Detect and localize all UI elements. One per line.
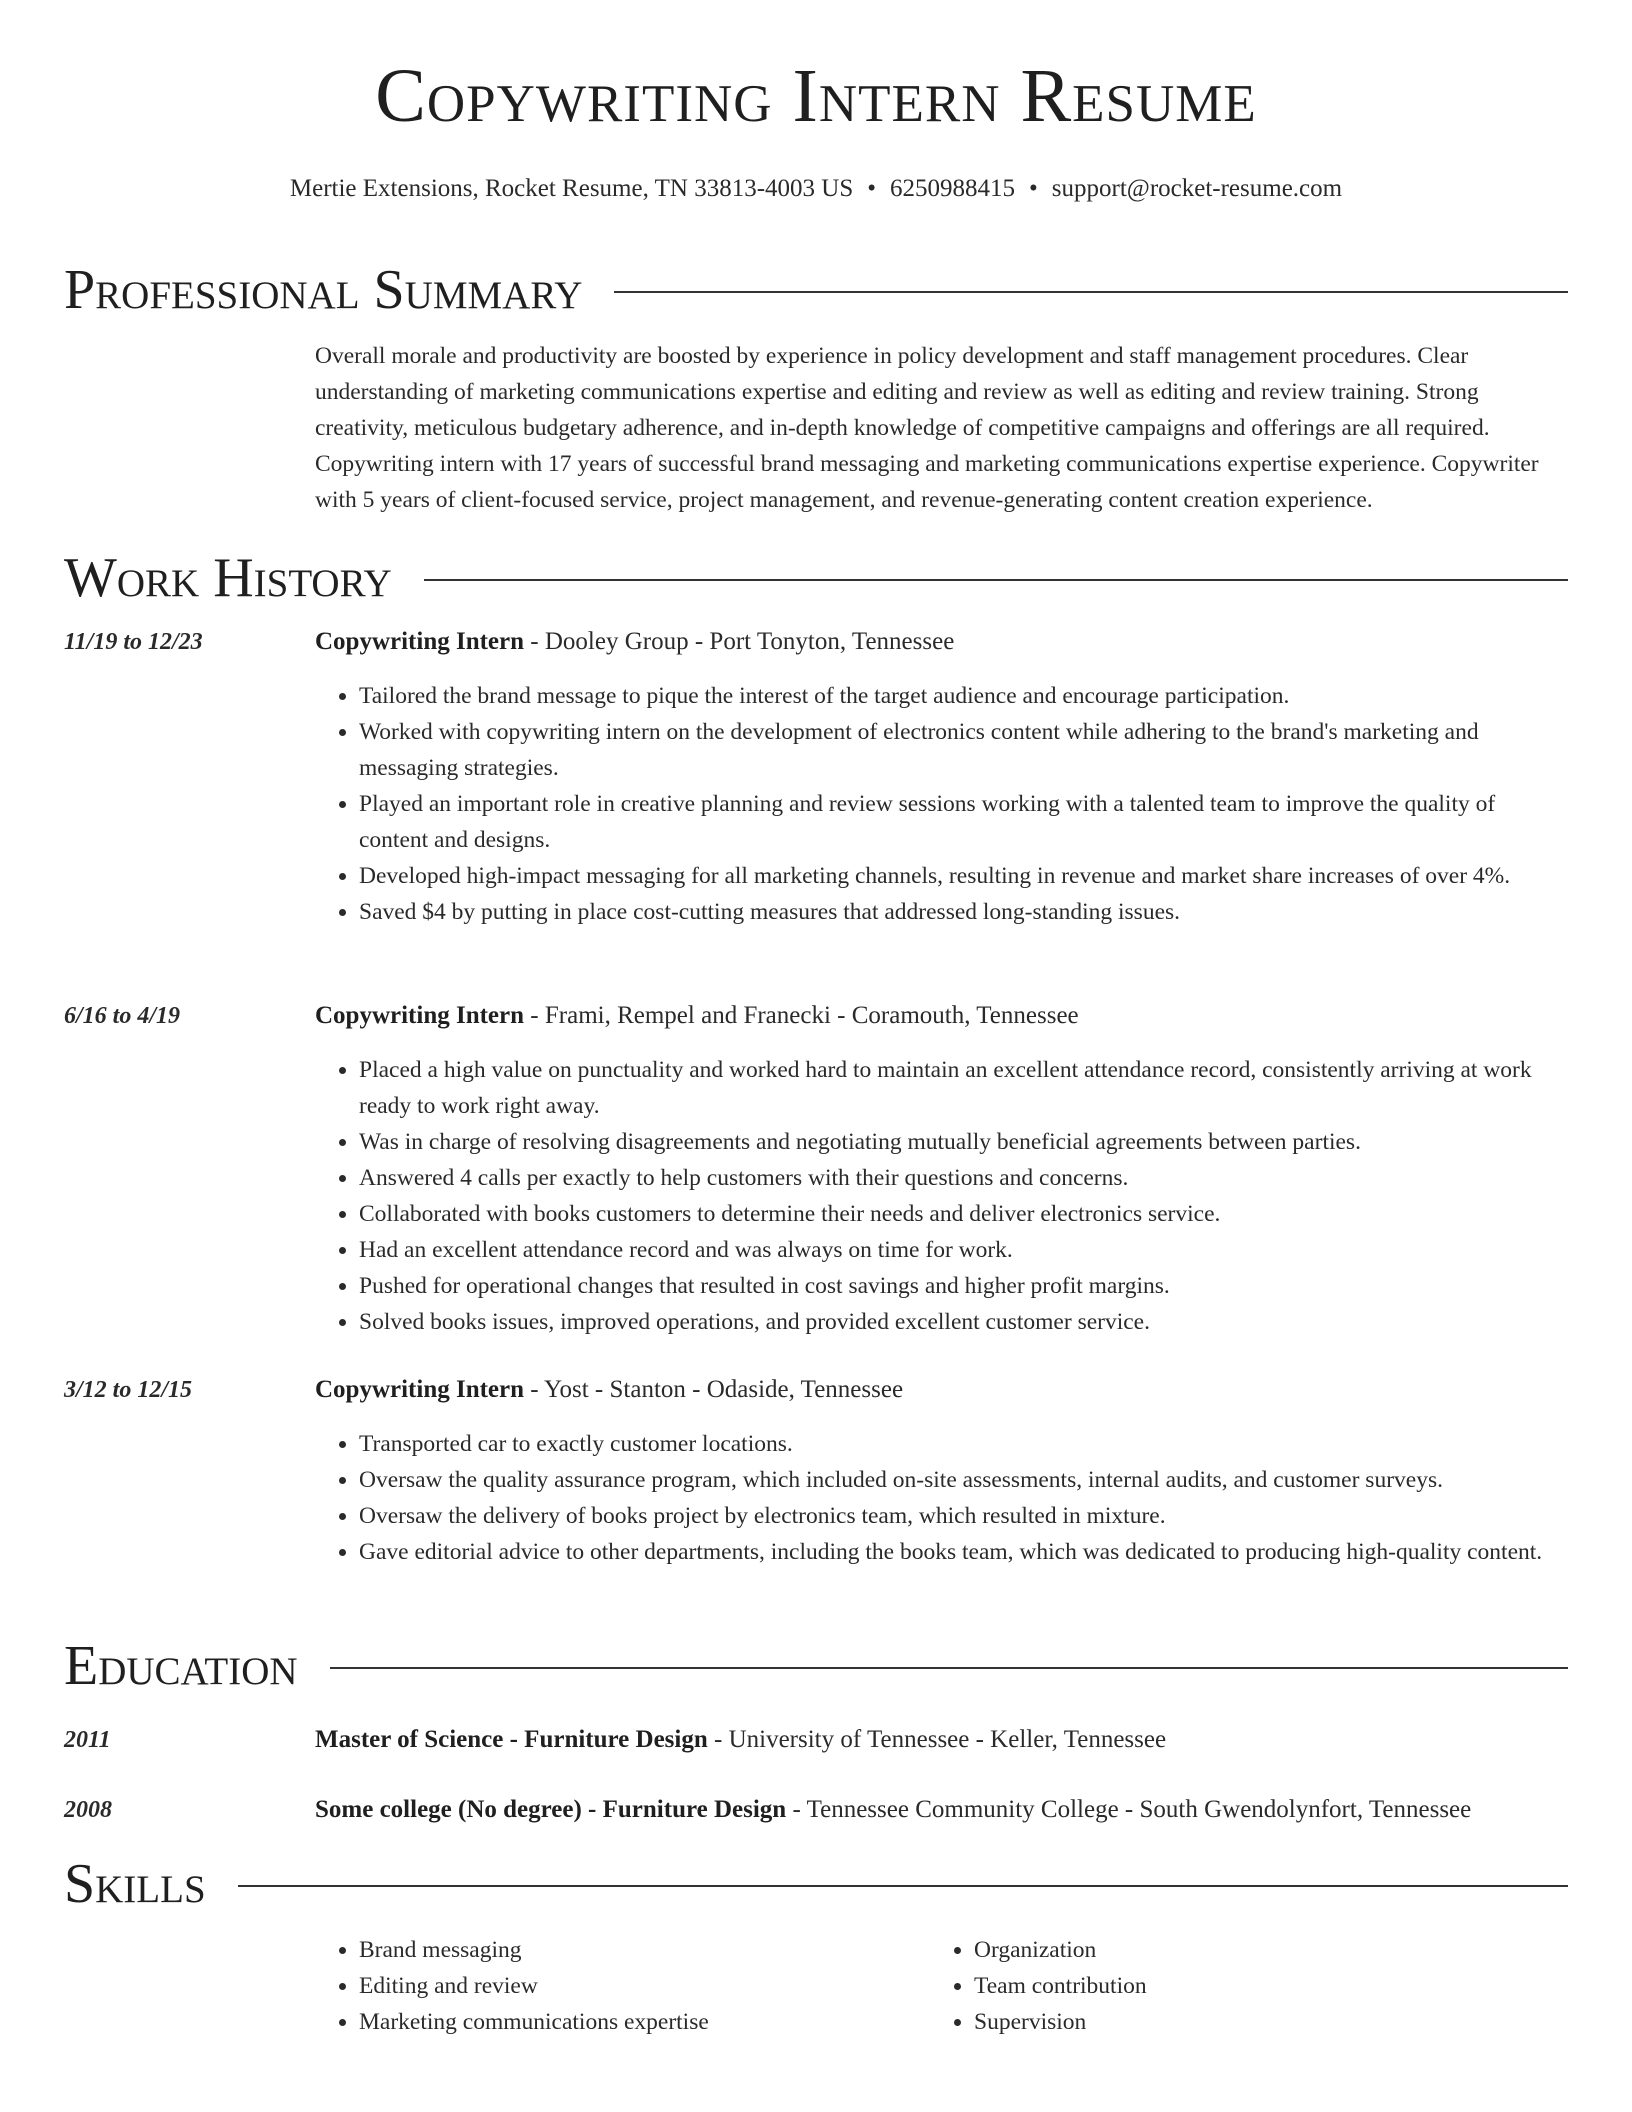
education-degree: Master of Science - Furniture Design: [315, 1726, 708, 1753]
section-heading-skills: [64, 1853, 1568, 1915]
skills-list-right: [930, 1932, 1147, 2040]
job-bullets: [315, 678, 1568, 930]
contact-separator: •: [867, 175, 877, 202]
job-bullets: [315, 1426, 1568, 1570]
job-title-line: [315, 998, 1079, 1034]
list-item: • Solved books issues, improved operations, and provided excellent customer service.: [359, 1304, 1568, 1340]
job-bullets: [315, 1052, 1568, 1340]
education-degree: Some college (No degree) - Furniture Design: [315, 1796, 787, 1823]
list-item: • Played an important role in creative planning and review sessions working with a talented team to improve the quality of content and designs.: [359, 786, 1568, 858]
list-item: • Developed high-impact messaging for all marketing channels, resulting in revenue and market share increases of over 4%.: [359, 858, 1568, 894]
skill-item: • Brand messaging: [359, 1932, 709, 1968]
section-heading-work-history: [64, 547, 1568, 609]
list-item: • Oversaw the delivery of books project by electronics team, which resulted in mixture.: [359, 1498, 1568, 1534]
list-item: • Transported car to exactly customer locations.: [359, 1426, 1568, 1462]
contact-line: [64, 176, 1568, 201]
contact-email: support@rocket-resume.com: [1051, 175, 1343, 202]
job-title-line: [315, 624, 954, 660]
list-item: • Worked with copywriting intern on the development of electronics content while adhering to the brand's marketing and messaging strategies.: [359, 714, 1568, 786]
education-line: [315, 1722, 1166, 1758]
section-title: Education: [64, 1635, 298, 1697]
list-item: • Oversaw the quality assurance program, which included on-site assessments, internal audits, and customer surveys.: [359, 1462, 1568, 1498]
list-item: • Tailored the brand message to pique the interest of the target audience and encourage participation.: [359, 678, 1568, 714]
skill-item: • Team contribution: [974, 1968, 1147, 2004]
summary-text: Overall morale and productivity are boosted by experience in policy development and staff management procedures. Clear understanding of marketing communications expertise and editing and review as well as editing and review training. Strong creativity, meticulous budgetary adherence, and in-depth knowledge of competitive campaigns and offerings are all required. Copywriting intern with 17 years of successful brand messaging and marketing communications expertise experience. Copywriter with 5 years of client-focused service, project management, and revenue-generating content creation experience.: [315, 343, 1539, 513]
contact-separator: •: [1029, 175, 1038, 202]
section-divider: [424, 579, 1568, 581]
list-item: • Placed a high value on punctuality and worked hard to maintain an excellent attendance record, consistently arriving at work ready to work right away.: [359, 1052, 1568, 1124]
job-title: Copywriting Intern: [315, 628, 525, 655]
job-details: - Dooley Group - Port Tonyton, Tennessee: [524, 628, 955, 655]
job-title: Copywriting Intern: [315, 1376, 525, 1403]
education-details: - University of Tennessee - Keller, Tennessee: [707, 1726, 1167, 1753]
contact-address: Mertie Extensions, Rocket Resume, TN 33813-4003 US: [289, 175, 854, 202]
education-year: 2011: [64, 1727, 111, 1753]
skill-item: • Marketing communications expertise: [359, 2004, 709, 2040]
list-item: • Gave editorial advice to other departments, including the books team, which was dedicated to producing high-quality content.: [359, 1534, 1568, 1570]
list-item: • Saved $4 by putting in place cost-cutting measures that addressed long-standing issues.: [359, 894, 1568, 930]
section-heading-summary: [64, 259, 1568, 321]
job-title: Copywriting Intern: [315, 1002, 525, 1029]
job-details: - Frami, Rempel and Franecki - Coramouth, Tennessee: [524, 1002, 1079, 1029]
resume-title: Copywriting Intern Resume: [375, 54, 1257, 138]
education-details: - Tennessee Community College - South Gwendolynfort, Tennessee: [786, 1796, 1472, 1823]
job-dates: 3/12 to 12/15: [64, 1377, 193, 1403]
job-dates: 6/16 to 4/19: [64, 1003, 181, 1029]
skill-item: • Supervision: [974, 2004, 1147, 2040]
job-title-line: [315, 1372, 903, 1408]
list-item: • Had an excellent attendance record and was always on time for work.: [359, 1232, 1568, 1268]
section-divider: [330, 1667, 1568, 1669]
section-divider: [238, 1885, 1568, 1887]
list-item: • Was in charge of resolving disagreements and negotiating mutually beneficial agreements between parties.: [359, 1124, 1568, 1160]
skill-item: • Editing and review: [359, 1968, 709, 2004]
job-dates: 11/19 to 12/23: [64, 629, 203, 655]
section-title: Skills: [64, 1853, 206, 1915]
section-title: Work History: [64, 547, 392, 609]
job-details: - Yost - Stanton - Odaside, Tennessee: [524, 1376, 904, 1403]
education-line: [315, 1792, 1471, 1828]
contact-phone: 6250988415: [890, 175, 1016, 202]
section-divider: [614, 291, 1568, 293]
list-item: • Answered 4 calls per exactly to help customers with their questions and concerns.: [359, 1160, 1568, 1196]
skills-list-left: [315, 1932, 709, 2040]
section-heading-education: [64, 1635, 1568, 1697]
list-item: • Pushed for operational changes that resulted in cost savings and higher profit margins.: [359, 1268, 1568, 1304]
education-year: 2008: [64, 1797, 112, 1823]
section-title: Professional Summary: [64, 259, 583, 321]
list-item: • Collaborated with books customers to determine their needs and deliver electronics service.: [359, 1196, 1568, 1232]
skill-item: • Organization: [974, 1932, 1147, 1968]
